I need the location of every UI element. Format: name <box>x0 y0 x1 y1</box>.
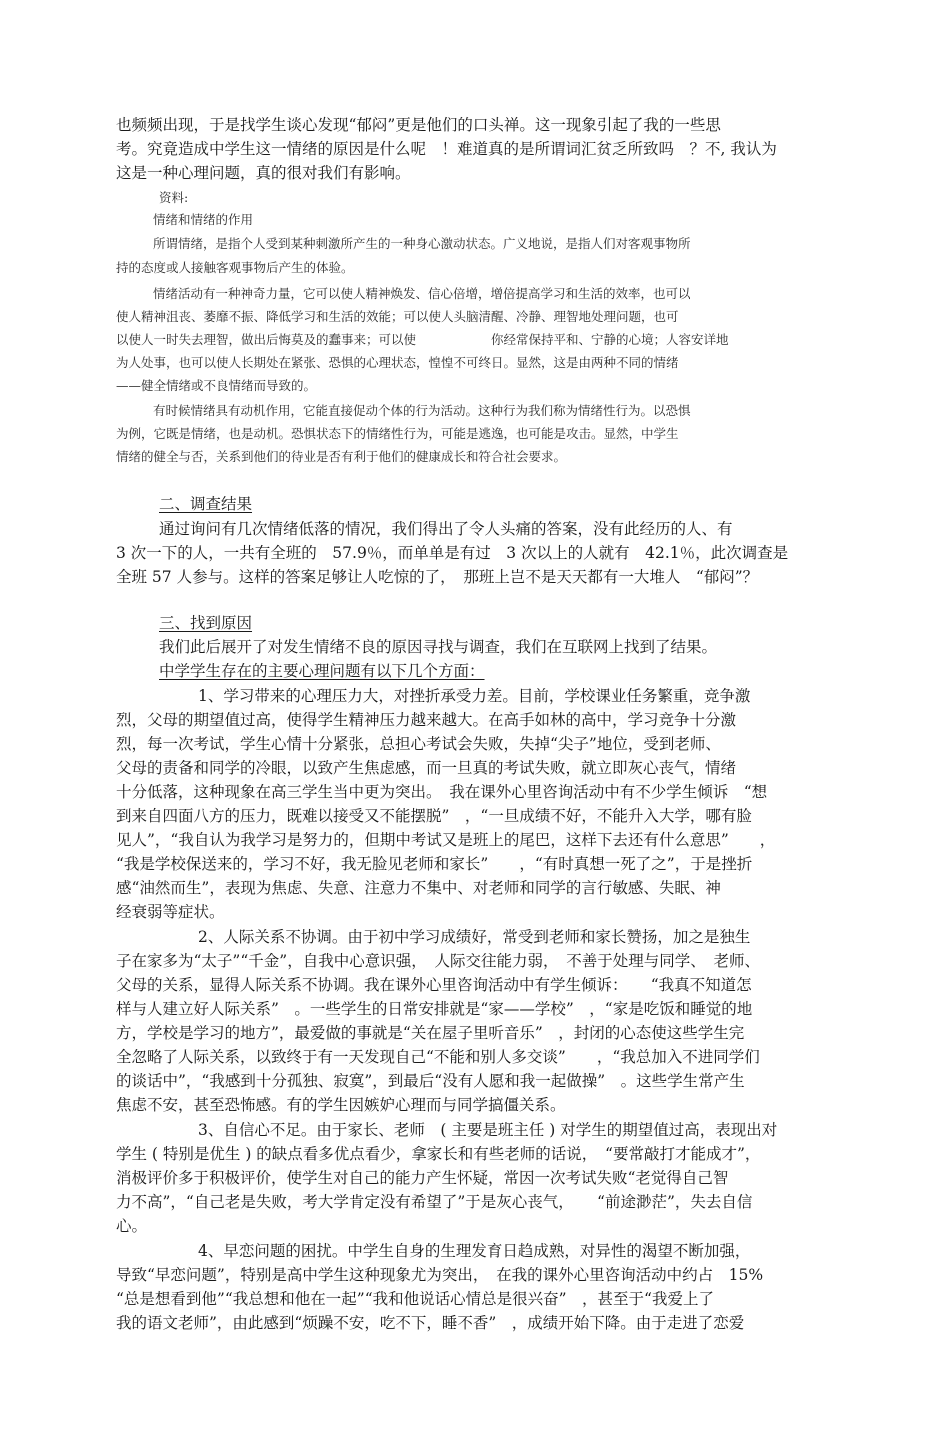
item2-line: 全忽略了人际关系，以致终于有一天发现自己“不能和别人多交谈” ，“我总加入不进同学们 <box>116 1048 760 1066</box>
material-title: 情绪和情绪的作用 <box>153 212 254 227</box>
intro-line: 这是一种心理问题，真的很对我们有影响。 <box>116 164 411 182</box>
material-p2-line: ——健全情绪或不良情绪而导致的。 <box>116 378 317 393</box>
item1-line: 烈，每一次考试，学生心情十分紧张，总担心考试会失败，失掉“尖子”地位，受到老师、 <box>116 735 721 753</box>
item1-line: 感“油然而生”，表现为焦虑、失意、注意力不集中、对老师和同学的言行敏感、失眠、神 <box>116 879 721 897</box>
section2-line: 3 次一下的人，一共有全班的 57.9％，而单单是有过 3 次以上的人就有 42.1％，此次调查是 <box>116 544 789 562</box>
material-label: 资料: <box>159 190 189 205</box>
item4-line: 我的语文老师”，由此感到“烦躁不安，吃不下，睡不香” ，成绩开始下降。由于走进了恋爱 <box>116 1314 745 1332</box>
item1-line: 到来自四面八方的压力，既难以接受又不能摆脱” ，“一旦成绩不好，不能升入大学，哪有脸 <box>116 807 752 825</box>
item3-line: 心。 <box>116 1217 148 1235</box>
intro-line: 考。究竟造成中学生这一情绪的原因是什么呢 ！难道真的是所谓词汇贫乏所致吗 ？不, 我认为 <box>116 140 777 158</box>
material-p3-line: 情绪的健全与否，关系到他们的待业是否有利于他们的健康成长和符合社会要求。 <box>116 449 567 464</box>
material-p2-line: 使人精神沮丧、萎靡不振、降低学习和生活的效能；可以使人头脑清醒、冷静、理智地处理问题，也可 <box>116 309 679 324</box>
material-p3-line: 为例，它既是情绪，也是动机。恐惧状态下的情绪性行为，可能是逃逸，也可能是攻击。显然，中学生 <box>116 426 679 441</box>
item1-line: 烈，父母的期望值过高，使得学生精神压力越来越大。在高手如林的高中，学习竞争十分激 <box>116 711 737 729</box>
item2-line: 2、人际关系不协调。由于初中学习成绩好，常受到老师和家长赞扬，加之是独生 <box>198 928 751 946</box>
section3-intro: 我们此后展开了对发生情绪不良的原因寻找与调查，我们在互联网上找到了结果。 <box>159 638 718 656</box>
section3-subheading: 中学学生存在的主要心理问题有以下几个方面： <box>159 662 485 680</box>
material-p2-line: 以使人一时失去理智，做出后悔莫及的蠢事来；可以使 你经常保持平和、宁静的心境；人容安详地 <box>116 332 729 347</box>
item4-line: “总是想看到他”“我总想和他在一起”“我和他说话心情总是很兴奋” ，甚至于“我爱上了 <box>116 1290 714 1308</box>
item1-line: 父母的责备和同学的冷眼，以致产生焦虑感，而一旦真的考试失败，就立即灰心丧气，情绪 <box>116 759 737 777</box>
item4-line: 导致“早恋问题”，特别是高中学生这种现象尤为突出， 在我的课外心里咨询活动中约占 15% <box>116 1266 764 1284</box>
item2-line: 的谈话中”，“我感到十分孤独、寂寞”，到最后“没有人愿和我一起做操” 。这些学生常产生 <box>116 1072 745 1090</box>
item3-line: 力不高”，“自己老是失败，考大学肯定没有希望了”于是灰心丧气， “前途渺茫”，失去自信 <box>116 1193 753 1211</box>
material-p1-line: 所谓情绪，是指个人受到某种刺激所产生的一种身心激动状态。广义地说，是指人们对客观事物所 <box>153 236 691 251</box>
item3-line: 3、自信心不足。由于家长、老师 ( 主要是班主任 ) 对学生的期望值过高，表现出对 <box>198 1121 778 1139</box>
section-heading-find-causes: 三、找到原因 <box>159 614 253 632</box>
material-p2-line: 情绪活动有一种神奇力量，它可以使人精神焕发、信心倍增，增倍提高学习和生活的效率，也可以 <box>153 286 691 301</box>
material-p2-line: 为人处事，也可以使人长期处在紧张、恐惧的心理状态，惶惶不可终日。显然，这是由两种不同的情绪 <box>116 355 679 370</box>
item2-line: 方，学校是学习的地方”，最爱做的事就是“关在屋子里听音乐” ，封闭的心态使这些学生完 <box>116 1024 745 1042</box>
item2-line: 父母的关系，显得人际关系不协调。我在课外心里咨询活动中有学生倾诉： “我真不知道怎 <box>116 976 752 994</box>
item1-line: 经衰弱等症状。 <box>116 903 225 921</box>
item1-line: 十分低落，这种现象在高三学生当中更为突出。 我在课外心里咨询活动中有不少学生倾诉 “想 <box>116 783 768 801</box>
item2-line: 子在家多为“太子”“千金”，自我中心意识强， 人际交往能力弱， 不善于处理与同学、 老师、 <box>116 952 760 970</box>
item1-line: 见人”，“我自认为我学习是努力的，但期中考试又是班上的尾巴，这样下去还有什么意思” ， <box>116 831 776 849</box>
section2-line: 通过询问有几次情绪低落的情况，我们得出了令人头痛的答案，没有此经历的人、有 <box>159 520 733 538</box>
material-p1-line: 持的态度或人接触客观事物后产生的体验。 <box>116 260 354 275</box>
item2-line: 样与人建立好人际关系” 。一些学生的日常安排就是“家——学校” ，“家是吃饭和睡觉的地 <box>116 1000 753 1018</box>
item3-line: 学生 ( 特别是优生 ) 的缺点看多优点看少，拿家长和有些老师的话说， “要常敲打才能成才”， <box>116 1145 761 1163</box>
item1-line: 1、学习带来的心理压力大，对挫折承受力差。目前，学校课业任务繁重，竞争激 <box>198 687 751 705</box>
intro-line: 也频频出现，于是找学生谈心发现“郁闷”更是他们的口头禅。这一现象引起了我的一些思 <box>116 116 721 134</box>
item2-line: 焦虑不安，甚至恐怖感。有的学生因嫉妒心理而与同学搞僵关系。 <box>116 1096 566 1114</box>
item3-line: 消极评价多于积极评价，使学生对自己的能力产生怀疑，常因一次考试失败“老觉得自己智 <box>116 1169 729 1187</box>
section2-line: 全班 57 人参与。这样的答案足够让人吃惊的了， 那班上岂不是天天都有一大堆人 “郁闷”？ <box>116 568 759 586</box>
item4-line: 4、早恋问题的困扰。中学生自身的生理发育日趋成熟，对异性的渴望不断加强， <box>198 1242 751 1260</box>
material-p3-line: 有时候情绪具有动机作用，它能直接促动个体的行为活动。这种行为我们称为情绪性行为。以恐惧 <box>153 403 691 418</box>
item1-line: “我是学校保送来的，学习不好，我无脸见老师和家长” ，“有时真想一死了之”，于是挫折 <box>116 855 753 873</box>
section-heading-survey-results: 二、调查结果 <box>159 495 253 513</box>
